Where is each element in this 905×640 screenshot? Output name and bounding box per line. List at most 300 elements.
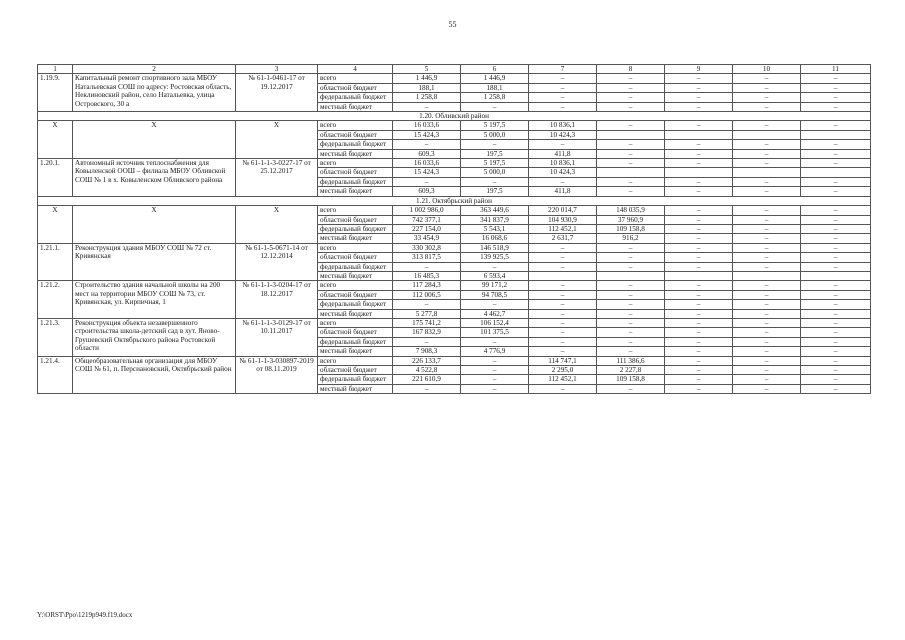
item-name: Реконструкция здания МБОУ СОШ № 72 ст. Кривянская [73, 243, 236, 281]
value-cell-col-6: 106 152,4 [461, 318, 529, 327]
value-cell-col-5: 609,3 [393, 187, 461, 196]
value-cell-col-7: – [529, 74, 597, 83]
column-number-8: 8 [597, 65, 665, 74]
funding-source-label: местный бюджет [318, 309, 393, 318]
table-row [38, 356, 871, 365]
value-cell-col-8: – [597, 177, 665, 186]
value-cell-col-10: – [733, 356, 801, 365]
value-cell-col-6: 139 925,5 [461, 253, 529, 262]
funding-source-label: областной бюджет [318, 168, 393, 177]
value-cell-col-9 [665, 271, 733, 280]
funding-source-label: областной бюджет [318, 83, 393, 92]
value-cell-col-11: – [801, 290, 871, 299]
funding-source-label: всего [318, 159, 393, 168]
value-cell-col-11: – [801, 318, 871, 327]
value-cell-col-7: 2 631,7 [529, 234, 597, 243]
value-cell-col-9: – [665, 140, 733, 149]
value-cell-col-7: – [529, 140, 597, 149]
footer-file-path: Y:\ORST\Ppo\1219p949.f19.docx [37, 611, 133, 619]
funding-source-label: областной бюджет [318, 366, 393, 375]
value-cell-col-10: – [733, 177, 801, 186]
value-cell-col-5: 15 424,3 [393, 130, 461, 139]
value-cell-col-6: 4 776,9 [461, 347, 529, 356]
item-name: Автономный источник теплоснабжения для Ковыленской ООШ – филиала МБОУ Обливской СОШ № 1 в х. Ковыленском Обливского района [73, 159, 236, 197]
value-cell-col-6: 4 462,7 [461, 309, 529, 318]
section-title: 1.20. Обливский район [38, 112, 871, 121]
value-cell-col-6: 16 068,6 [461, 234, 529, 243]
value-cell-col-5: 16 033,6 [393, 121, 461, 130]
value-cell-col-6: 146 518,9 [461, 243, 529, 252]
value-cell-col-5: 609,3 [393, 149, 461, 158]
value-cell-col-8: – [597, 149, 665, 158]
section-row [38, 112, 871, 121]
value-cell-col-6: – [461, 300, 529, 309]
item-name: Капитальный ремонт спортивного зала МБОУ Натальевская СОШ по адресу: Ростовская область, Неклиновский район, село Натальевка, улица Островского, 30 а [73, 74, 236, 112]
value-cell-col-6: 5 197,5 [461, 121, 529, 130]
value-cell-col-11: – [801, 384, 871, 393]
item-document: № 61-1-5-0671-14 от 12.12.2014 [236, 243, 318, 281]
value-cell-col-10: – [733, 121, 801, 130]
value-cell-col-7: – [529, 177, 597, 186]
item-code: 1.21.3. [38, 318, 73, 356]
value-cell-col-9: – [665, 281, 733, 290]
section-title: 1.21. Октябрьский район [38, 196, 871, 205]
funding-source-label: федеральный бюджет [318, 300, 393, 309]
value-cell-col-10: – [733, 300, 801, 309]
funding-source-label: областной бюджет [318, 328, 393, 337]
value-cell-col-5: 5 277,8 [393, 309, 461, 318]
value-cell-col-10 [733, 130, 801, 139]
value-cell-col-6: – [461, 366, 529, 375]
item-document: X [236, 206, 318, 244]
value-cell-col-5: 1 002 986,0 [393, 206, 461, 215]
column-number-3: 3 [236, 65, 318, 74]
table-row [38, 74, 871, 83]
funding-source-label: всего [318, 243, 393, 252]
value-cell-col-7: 10 424,3 [529, 168, 597, 177]
value-cell-col-11: – [801, 262, 871, 271]
value-cell-col-10: – [733, 140, 801, 149]
funding-source-label: федеральный бюджет [318, 93, 393, 102]
value-cell-col-9: – [665, 328, 733, 337]
value-cell-col-8 [597, 168, 665, 177]
value-cell-col-10: – [733, 93, 801, 102]
funding-source-label: местный бюджет [318, 384, 393, 393]
value-cell-col-8: – [597, 93, 665, 102]
item-name: Строительство здания начальной школы на 200 мест на территории МБОУ СОШ № 73, ст. Кривянская, ул. Кирпичная, 1 [73, 281, 236, 319]
value-cell-col-6: 1 258,8 [461, 93, 529, 102]
table-row [38, 243, 871, 252]
value-cell-col-10: – [733, 159, 801, 168]
value-cell-col-6: 94 708,5 [461, 290, 529, 299]
value-cell-col-7: – [529, 253, 597, 262]
column-number-10: 10 [733, 65, 801, 74]
funding-source-label: федеральный бюджет [318, 337, 393, 346]
value-cell-col-11: – [801, 83, 871, 92]
value-cell-col-6: 5 000,0 [461, 168, 529, 177]
value-cell-col-8: – [597, 328, 665, 337]
value-cell-col-8: 37 960,9 [597, 215, 665, 224]
value-cell-col-5: 4 522,8 [393, 366, 461, 375]
value-cell-col-8: – [597, 140, 665, 149]
value-cell-col-5: 227 154,0 [393, 224, 461, 233]
value-cell-col-7: – [529, 384, 597, 393]
value-cell-col-9: – [665, 83, 733, 92]
value-cell-col-11: – [801, 215, 871, 224]
value-cell-col-7 [529, 271, 597, 280]
value-cell-col-6: – [461, 102, 529, 111]
value-cell-col-5: 16 485,3 [393, 271, 461, 280]
value-cell-col-6: – [461, 140, 529, 149]
value-cell-col-9: – [665, 262, 733, 271]
funding-source-label: областной бюджет [318, 290, 393, 299]
value-cell-col-11: – [801, 300, 871, 309]
value-cell-col-9: – [665, 187, 733, 196]
value-cell-col-11: – [801, 102, 871, 111]
value-cell-col-7: 114 747,1 [529, 356, 597, 365]
value-cell-col-5: 112 006,5 [393, 290, 461, 299]
value-cell-col-6: 99 171,2 [461, 281, 529, 290]
item-code: 1.21.1. [38, 243, 73, 281]
value-cell-col-11: – [801, 281, 871, 290]
item-code: X [38, 121, 73, 159]
funding-source-label: всего [318, 121, 393, 130]
item-document: № 61-1-1-3-0227-17 от 25.12.2017 [236, 159, 318, 197]
value-cell-col-7: 10 424,3 [529, 130, 597, 139]
value-cell-col-9: – [665, 318, 733, 327]
value-cell-col-5: 226 133,7 [393, 356, 461, 365]
value-cell-col-9: – [665, 215, 733, 224]
value-cell-col-9: – [665, 384, 733, 393]
item-document: № 61-1-1-3-0129-17 от 10.11.2017 [236, 318, 318, 356]
column-number-row [38, 65, 871, 74]
value-cell-col-10: – [733, 262, 801, 271]
value-cell-col-7: 220 014,7 [529, 206, 597, 215]
value-cell-col-11: – [801, 187, 871, 196]
value-cell-col-7: 2 295,0 [529, 366, 597, 375]
value-cell-col-10: – [733, 347, 801, 356]
value-cell-col-8: – [597, 187, 665, 196]
value-cell-col-6: 5 543,1 [461, 224, 529, 233]
table-row [38, 206, 871, 215]
value-cell-col-5: – [393, 337, 461, 346]
column-number-11: 11 [801, 65, 871, 74]
value-cell-col-6: 1 446,9 [461, 74, 529, 83]
value-cell-col-11: – [801, 177, 871, 186]
value-cell-col-11: – [801, 149, 871, 158]
value-cell-col-5: – [393, 300, 461, 309]
value-cell-col-10: – [733, 337, 801, 346]
value-cell-col-5: 117 284,3 [393, 281, 461, 290]
value-cell-col-11: – [801, 140, 871, 149]
value-cell-col-5: 1 446,9 [393, 74, 461, 83]
funding-source-label: местный бюджет [318, 187, 393, 196]
value-cell-col-8: – [597, 102, 665, 111]
value-cell-col-7: – [529, 262, 597, 271]
value-cell-col-6: – [461, 337, 529, 346]
funding-source-label: всего [318, 281, 393, 290]
value-cell-col-10: – [733, 366, 801, 375]
value-cell-col-9: – [665, 253, 733, 262]
budget-table [37, 64, 871, 394]
value-cell-col-5: – [393, 262, 461, 271]
value-cell-col-8: 148 035,9 [597, 206, 665, 215]
item-code: 1.20.1. [38, 159, 73, 197]
table-row [38, 318, 871, 327]
value-cell-col-11: – [801, 159, 871, 168]
value-cell-col-7: – [529, 337, 597, 346]
value-cell-col-7: – [529, 93, 597, 102]
value-cell-col-9: – [665, 243, 733, 252]
value-cell-col-5: 33 454,9 [393, 234, 461, 243]
item-name: Общеобразовательная организация для МБОУ СОШ № 61, п. Персиановский, Октябрьский район [73, 356, 236, 394]
value-cell-col-9: – [665, 337, 733, 346]
funding-source-label: федеральный бюджет [318, 177, 393, 186]
value-cell-col-11: – [801, 347, 871, 356]
value-cell-col-7: 411,8 [529, 149, 597, 158]
value-cell-col-11: – [801, 253, 871, 262]
value-cell-col-5: – [393, 140, 461, 149]
value-cell-col-5: 188,1 [393, 83, 461, 92]
value-cell-col-11 [801, 168, 871, 177]
value-cell-col-11: – [801, 224, 871, 233]
value-cell-col-6: 188,1 [461, 83, 529, 92]
value-cell-col-11: – [801, 309, 871, 318]
value-cell-col-5: 313 817,5 [393, 253, 461, 262]
value-cell-col-7: – [529, 83, 597, 92]
value-cell-col-7: 10 836,1 [529, 121, 597, 130]
value-cell-col-8: 111 386,6 [597, 356, 665, 365]
value-cell-col-7: 10 836,1 [529, 159, 597, 168]
column-number-4: 4 [318, 65, 393, 74]
column-number-2: 2 [73, 65, 236, 74]
value-cell-col-11 [801, 130, 871, 139]
value-cell-col-6: 5 197,5 [461, 159, 529, 168]
item-name: X [73, 121, 236, 159]
value-cell-col-7: – [529, 300, 597, 309]
value-cell-col-10: – [733, 243, 801, 252]
value-cell-col-8: – [597, 243, 665, 252]
value-cell-col-10: – [733, 149, 801, 158]
value-cell-col-7: 104 930,9 [529, 215, 597, 224]
table-row [38, 121, 871, 130]
value-cell-col-8: – [597, 262, 665, 271]
value-cell-col-11 [801, 271, 871, 280]
value-cell-col-11: – [801, 366, 871, 375]
funding-source-label: всего [318, 206, 393, 215]
value-cell-col-7: – [529, 347, 597, 356]
value-cell-col-11: – [801, 206, 871, 215]
item-document: № 61-1-1-3-030897-2019 от 08.11.2019 [236, 356, 318, 394]
value-cell-col-11: – [801, 356, 871, 365]
table-row [38, 281, 871, 290]
value-cell-col-5: 742 377,1 [393, 215, 461, 224]
value-cell-col-9: – [665, 375, 733, 384]
value-cell-col-7: 112 452,1 [529, 224, 597, 233]
item-code: X [38, 206, 73, 244]
value-cell-col-7: – [529, 318, 597, 327]
value-cell-col-6: 6 593,4 [461, 271, 529, 280]
value-cell-col-6: – [461, 262, 529, 271]
value-cell-col-11: – [801, 74, 871, 83]
value-cell-col-10: – [733, 253, 801, 262]
value-cell-col-8: – [597, 281, 665, 290]
value-cell-col-10: – [733, 328, 801, 337]
value-cell-col-8: – [597, 337, 665, 346]
value-cell-col-10: – [733, 290, 801, 299]
value-cell-col-7: – [529, 243, 597, 252]
column-number-5: 5 [393, 65, 461, 74]
funding-source-label: всего [318, 318, 393, 327]
funding-source-label: областной бюджет [318, 130, 393, 139]
value-cell-col-6: 363 449,6 [461, 206, 529, 215]
value-cell-col-9: – [665, 356, 733, 365]
column-number-6: 6 [461, 65, 529, 74]
funding-source-label: федеральный бюджет [318, 375, 393, 384]
value-cell-col-10: – [733, 281, 801, 290]
value-cell-col-11: – [801, 93, 871, 102]
value-cell-col-8: – [597, 83, 665, 92]
funding-source-label: федеральный бюджет [318, 140, 393, 149]
value-cell-col-11: – [801, 234, 871, 243]
value-cell-col-9: – [665, 234, 733, 243]
value-cell-col-9: – [665, 290, 733, 299]
value-cell-col-5: 330 302,8 [393, 243, 461, 252]
value-cell-col-11: – [801, 243, 871, 252]
value-cell-col-11: – [801, 337, 871, 346]
column-number-7: 7 [529, 65, 597, 74]
value-cell-col-10: – [733, 215, 801, 224]
value-cell-col-8: – [597, 290, 665, 299]
item-code: 1.19.9. [38, 74, 73, 112]
value-cell-col-8: 2 227,8 [597, 366, 665, 375]
funding-source-label: всего [318, 74, 393, 83]
value-cell-col-5: 1 258,8 [393, 93, 461, 102]
value-cell-col-5: 15 424,3 [393, 168, 461, 177]
value-cell-col-9: – [665, 159, 733, 168]
section-row [38, 196, 871, 205]
value-cell-col-6: 197,5 [461, 149, 529, 158]
value-cell-col-8: 916,2 [597, 234, 665, 243]
value-cell-col-10 [733, 271, 801, 280]
value-cell-col-7: – [529, 102, 597, 111]
item-document: № 61-1-0461-17 от 19.12.2017 [236, 74, 318, 112]
funding-source-label: местный бюджет [318, 234, 393, 243]
value-cell-col-10: – [733, 83, 801, 92]
value-cell-col-8: – [597, 159, 665, 168]
value-cell-col-8: – [597, 384, 665, 393]
value-cell-col-8: – [597, 347, 665, 356]
value-cell-col-11: – [801, 121, 871, 130]
value-cell-col-10: – [733, 318, 801, 327]
value-cell-col-9: – [665, 366, 733, 375]
value-cell-col-9: – [665, 149, 733, 158]
value-cell-col-10: – [733, 102, 801, 111]
value-cell-col-8: – [597, 300, 665, 309]
value-cell-col-6: – [461, 177, 529, 186]
value-cell-col-8: – [597, 253, 665, 262]
value-cell-col-6: – [461, 384, 529, 393]
value-cell-col-9 [665, 130, 733, 139]
value-cell-col-8: – [597, 121, 665, 130]
value-cell-col-5: 175 741,2 [393, 318, 461, 327]
column-number-1: 1 [38, 65, 73, 74]
value-cell-col-10: – [733, 309, 801, 318]
value-cell-col-7: 411,8 [529, 187, 597, 196]
item-code: 1.21.2. [38, 281, 73, 319]
value-cell-col-10: – [733, 224, 801, 233]
funding-source-label: областной бюджет [318, 215, 393, 224]
value-cell-col-6: – [461, 356, 529, 365]
value-cell-col-8: 109 158,8 [597, 224, 665, 233]
value-cell-col-7: – [529, 281, 597, 290]
value-cell-col-6: – [461, 375, 529, 384]
value-cell-col-7: – [529, 328, 597, 337]
funding-source-label: местный бюджет [318, 102, 393, 111]
value-cell-col-9: – [665, 347, 733, 356]
value-cell-col-6: 341 837,9 [461, 215, 529, 224]
value-cell-col-6: 101 375,5 [461, 328, 529, 337]
value-cell-col-7: 112 452,1 [529, 375, 597, 384]
value-cell-col-8: 109 158,8 [597, 375, 665, 384]
table-row [38, 159, 871, 168]
value-cell-col-8: – [597, 309, 665, 318]
value-cell-col-9: – [665, 224, 733, 233]
page-number: 55 [448, 20, 457, 29]
value-cell-col-5: 7 908,3 [393, 347, 461, 356]
value-cell-col-9: – [665, 93, 733, 102]
value-cell-col-6: 197,5 [461, 187, 529, 196]
value-cell-col-5: 221 610,9 [393, 375, 461, 384]
value-cell-col-9: – [665, 300, 733, 309]
value-cell-col-8 [597, 271, 665, 280]
value-cell-col-5: – [393, 384, 461, 393]
funding-source-label: федеральный бюджет [318, 262, 393, 271]
funding-source-label: областной бюджет [318, 253, 393, 262]
value-cell-col-7: – [529, 290, 597, 299]
value-cell-col-10: – [733, 187, 801, 196]
value-cell-col-10: – [733, 206, 801, 215]
item-name: Реконструкция объекта незавершенного строительства школа-детский сад в хут. Яново-Грушевский Октябрьского района Ростовской области [73, 318, 236, 356]
value-cell-col-6: 5 000,0 [461, 130, 529, 139]
funding-source-label: всего [318, 356, 393, 365]
value-cell-col-9: – [665, 177, 733, 186]
item-document: № 61-1-1-3-0204-17 от 18.12.2017 [236, 281, 318, 319]
value-cell-col-10: – [733, 375, 801, 384]
value-cell-col-9: – [665, 309, 733, 318]
funding-source-label: местный бюджет [318, 347, 393, 356]
item-name: X [73, 206, 236, 244]
value-cell-col-10 [733, 168, 801, 177]
funding-source-label: местный бюджет [318, 271, 393, 280]
item-document: X [236, 121, 318, 159]
value-cell-col-5: 16 033,6 [393, 159, 461, 168]
value-cell-col-9: – [665, 102, 733, 111]
value-cell-col-11: – [801, 328, 871, 337]
value-cell-col-9: – [665, 121, 733, 130]
value-cell-col-10: – [733, 234, 801, 243]
item-code: 1.21.4. [38, 356, 73, 394]
value-cell-col-9 [665, 168, 733, 177]
value-cell-col-9: – [665, 74, 733, 83]
value-cell-col-5: 167 832,9 [393, 328, 461, 337]
value-cell-col-8: – [597, 74, 665, 83]
value-cell-col-5: – [393, 177, 461, 186]
value-cell-col-10: – [733, 384, 801, 393]
value-cell-col-9: – [665, 206, 733, 215]
value-cell-col-5: – [393, 102, 461, 111]
funding-source-label: местный бюджет [318, 149, 393, 158]
